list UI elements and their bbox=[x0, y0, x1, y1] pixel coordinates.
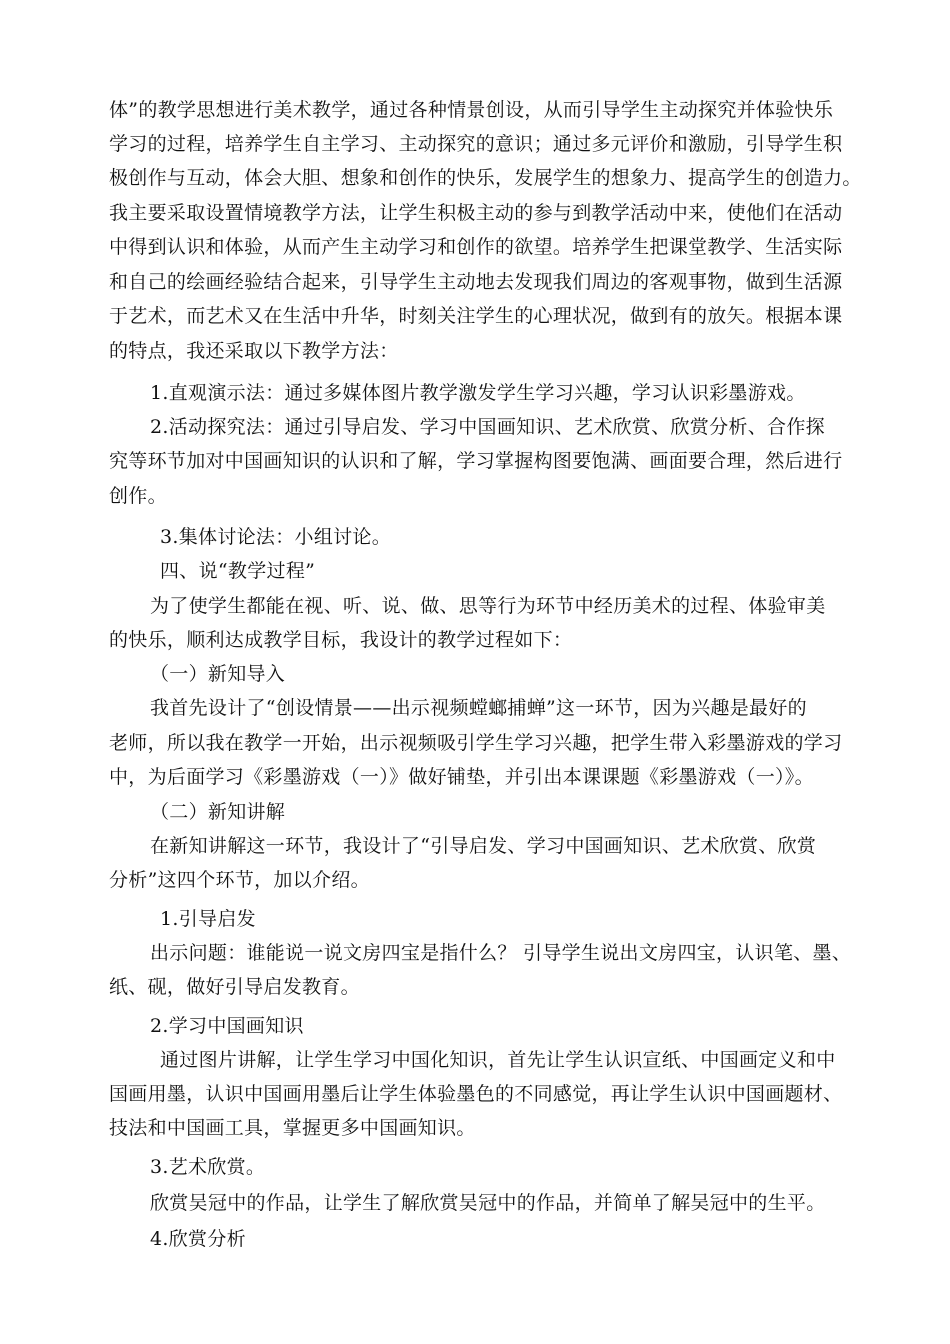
body-text-line: 通过图片讲解，让学生学习中国化知识，首先让学生认识宣纸、中国画定义和中 bbox=[160, 1049, 836, 1071]
list-item-text: 1.引导启发 bbox=[160, 908, 256, 930]
list-item-text: 3.艺术欣赏。 bbox=[150, 1156, 266, 1178]
body-text-line: 的快乐，顺利达成教学目标，我设计的教学过程如下： bbox=[109, 629, 573, 651]
subsection-heading: （一）新知导入 bbox=[150, 663, 286, 685]
body-text-line: 中，为后面学习《彩墨游戏（一）》做好铺垫，并引出本课课题《彩墨游戏（一）》。 bbox=[109, 766, 814, 788]
body-text-line: 欣赏吴冠中的作品，让学生了解欣赏吴冠中的作品，并简单了解吴冠中的生平。 bbox=[150, 1192, 826, 1214]
section-heading: 四、说“教学过程” bbox=[160, 560, 316, 582]
body-text-line: 我首先设计了“创设情景——出示视频螳螂捕蝉”这一环节，因为兴趣是最好的 bbox=[150, 697, 807, 719]
body-text-line: 究等环节加对中国画知识的认识和了解，学习掌握构图要饱满、画面要合理，然后进行 bbox=[109, 450, 843, 472]
list-item-text: 2.学习中国画知识 bbox=[150, 1015, 304, 1037]
body-text-line: 老师，所以我在教学一开始，出示视频吸引学生学习兴趣，把学生带入彩墨游戏的学习 bbox=[109, 732, 843, 754]
body-text-line: 和自己的绘画经验结合起来，引导学生主动地去发现我们周边的客观事物，做到生活源 bbox=[109, 271, 843, 293]
body-text-line: 于艺术，而艺术又在生活中升华，时刻关注学生的心理状况，做到有的放矢。根据本课 bbox=[109, 305, 843, 327]
body-text-line: 的特点，我还采取以下教学方法： bbox=[109, 340, 399, 362]
body-text-line: 国画用墨，认识中国画用墨后让学生体验墨色的不同感觉，再让学生认识中国画题材、 bbox=[109, 1083, 843, 1105]
body-text-line: 在新知讲解这一环节，我设计了“引导启发、学习中国画知识、艺术欣赏、欣赏 bbox=[150, 835, 817, 857]
body-text-line: 中得到认识和体验，从而产生主动学习和创作的欲望。培养学生把课堂教学、生活实际 bbox=[109, 236, 843, 258]
body-text-line: 创作。 bbox=[109, 485, 167, 507]
body-text-line: 我主要采取设置情境教学方法，让学生积极主动的参与到教学活动中来，使他们在活动 bbox=[109, 202, 843, 224]
list-item-text: 4.欣赏分析 bbox=[150, 1228, 246, 1250]
body-text-line: 极创作与互动，体会大胆、想象和创作的快乐，发展学生的想象力、提高学生的创造力。 bbox=[109, 167, 862, 189]
list-item-text: 1.直观演示法：通过多媒体图片教学激发学生学习兴趣，学习认识彩墨游戏。 bbox=[150, 382, 806, 404]
body-text-line: 分析”这四个环节，加以介绍。 bbox=[109, 869, 370, 891]
subsection-heading: （二）新知讲解 bbox=[150, 801, 286, 823]
body-text-line: 体”的教学思想进行美术教学，通过各种情景创设，从而引导学生主动探究并体验快乐 bbox=[109, 99, 834, 121]
body-text-line: 学习的过程，培养学生自主学习、主动探究的意识；通过多元评价和激励，引导学生积 bbox=[109, 133, 843, 155]
body-text-line: 纸、砚，做好引导启发教育。 bbox=[109, 976, 360, 998]
list-item-text: 2.活动探究法：通过引导启发、学习中国画知识、艺术欣赏、欣赏分析、合作探 bbox=[150, 416, 825, 438]
list-item-text: 3.集体讨论法：小组讨论。 bbox=[160, 526, 392, 548]
body-text-line: 出示问题：谁能说一说文房四宝是指什么？ 引导学生说出文房四宝，认识笔、墨、 bbox=[150, 942, 852, 964]
body-text-line: 技法和中国画工具，掌握更多中国画知识。 bbox=[109, 1117, 476, 1139]
body-text-line: 为了使学生都能在视、听、说、做、思等行为环节中经历美术的过程、体验审美 bbox=[150, 595, 826, 617]
